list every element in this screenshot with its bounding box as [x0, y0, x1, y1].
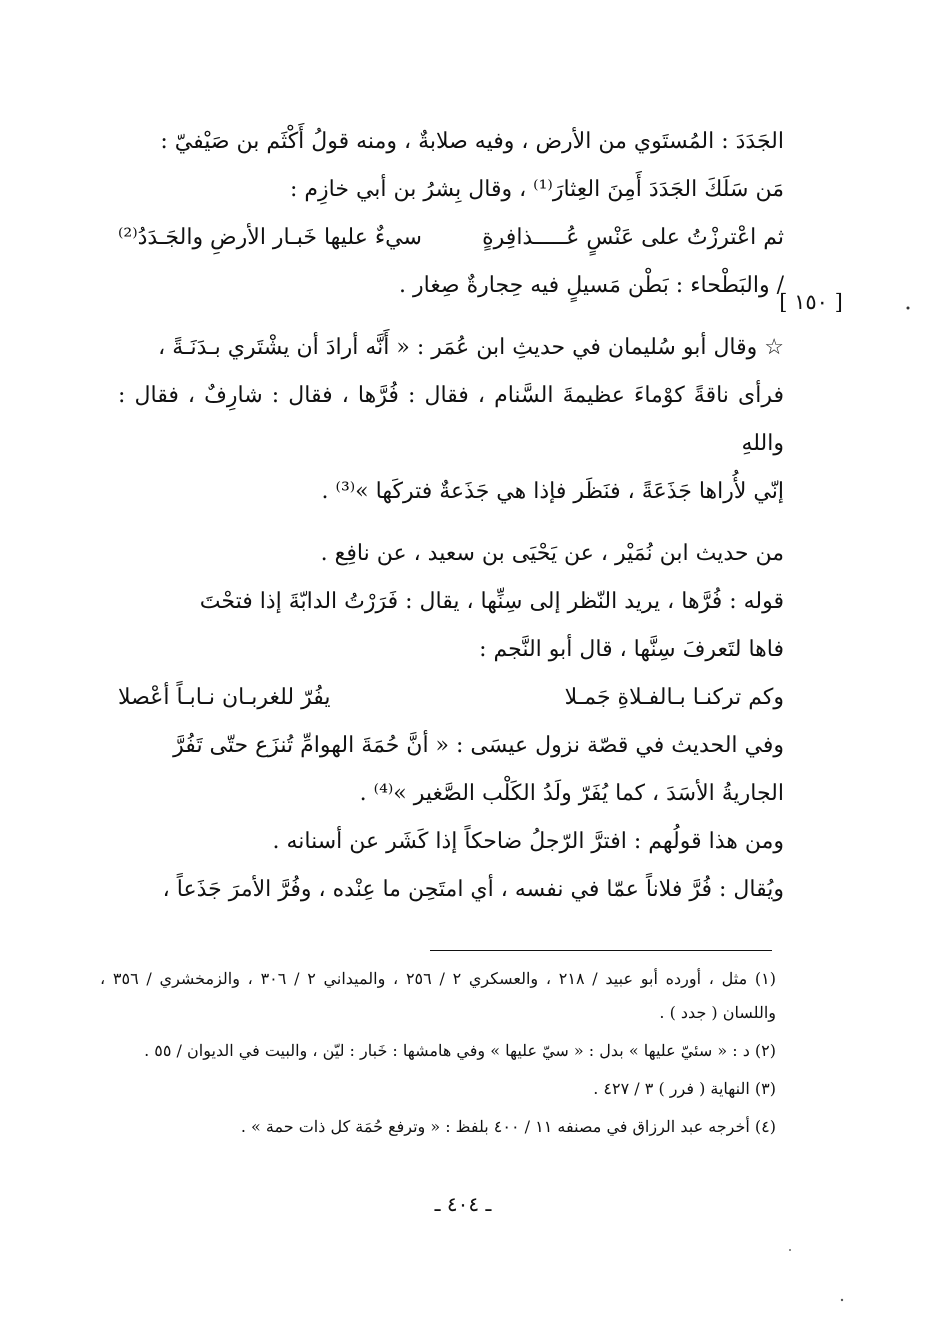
- verse-second-hemistich: يفُرّ للغربـان نـابـاً أعْصلا: [118, 685, 331, 710]
- paragraph-line: ومن هذا قولُهم : افترَّ الرّجلُ ضاحكاً إذا كَشَر عن أسنانه .: [272, 829, 784, 854]
- verse-second-hemistich: سيءٌ عليها خَبـار الأرضِ والجَـدَدُ⁽²⁾: [118, 225, 422, 250]
- paragraph-line: وفي الحديث في قصّة نزول عيسَى : « أنَّ حُمَةَ الهوامِّ تُنزَع حتّى تَفُرَّ: [173, 733, 784, 758]
- paragraph-line: ☆ وقال أبو سُليمان في حديثِ ابن عُمَر : « أَنَّه أرادَ أن يشْتَري بـدَنَـةً ،: [158, 335, 784, 360]
- footnote: (٢) د : « سئيّ عليها » بدل : « سيّ عليها » وفي هامشها : خَبار : ليّن ، والبيت في الديوان / ٥٥ .: [144, 1041, 776, 1060]
- paragraph-line: مَن سَلَكَ الجَدَدَ أَمِنَ العِثارَ⁽¹⁾ ، وقال بِشرُ بن أبي خازِم :: [290, 177, 784, 202]
- paragraph-line: من حديث ابن نُمَيْر ، عن يَحْيَى بن سعيد ، عن نافِع .: [320, 541, 784, 566]
- margin-page-marker: [ ١٥٠ ]: [779, 290, 843, 314]
- footnote: (٤) أخرجه عبد الرزاق في مصنفه ١١ / ٤٠٠ بلفظ : « وترفع حُمَة كل ذات حمة » .: [240, 1117, 776, 1136]
- paragraph-line: فرأى ناقةً كوْماءَ عظيمةَ السَّنام ، فقال : فُرَّها ، فقال : شارِفٌ ، فقال : واللهِ: [118, 383, 784, 456]
- paragraph-line: قوله : فُرَّها ، يريد النّظر إلى سِنِّها ، يقال : فَرَرْتُ الدابّةَ إذا فتحْتَ: [199, 589, 784, 614]
- paragraph-line: الجَدَدَ : المُستَوي من الأرض ، وفيه صلابةٌ ، ومنه قولُ أَكْثَم بن صَيْفيّ :: [160, 129, 784, 154]
- paragraph-line: فاها لتَعرفَ سِنَّها ، قال أبو النَّجم :: [479, 637, 784, 662]
- page-number: ـ ٤٠٤ ـ: [434, 1192, 492, 1216]
- footnote: (١) مثل ، أورده أبو عبيد / ٢١٨ ، والعسكري ٢ / ٢٥٦ ، والميداني ٢ / ٣٠٦ ، والزمخشري / ٣٥٦ ، واللسان ( جدد ) .: [100, 969, 777, 1022]
- verse-first-hemistich: ثم اعْترزْتُ على عَنْسٍ عُـــــذافِرةٍ: [482, 225, 784, 250]
- paragraph-line: ويُقال : فُرَّ فلاناً عمّا في نفسه ، أي امتَحِن ما عِنْده ، وفُرَّ الأمرَ جَذَعاً ،: [162, 877, 784, 902]
- footnote: (٣) النهاية ( فرر ) ٣ / ٤٢٧ .: [593, 1079, 776, 1098]
- paragraph-line: إنّي لأُراها جَذَعَةً ، فنَظَر فإذا هي جَذَعةٌ فتركَها »⁽³⁾ .: [321, 479, 784, 504]
- verse-first-hemistich: وكم تركنـا بـالفـلاةِ جَمـلا: [564, 685, 784, 710]
- paragraph-line: / والبَطْحاء : بَطْن مَسيلٍ فيه حِجارةٌ صِغار .: [399, 273, 784, 298]
- paragraph-line: الجاريةُ الأسَدَ ، كما يُفَرّ ولَدُ الكَلْب الصَّغير »⁽⁴⁾ .: [359, 781, 784, 806]
